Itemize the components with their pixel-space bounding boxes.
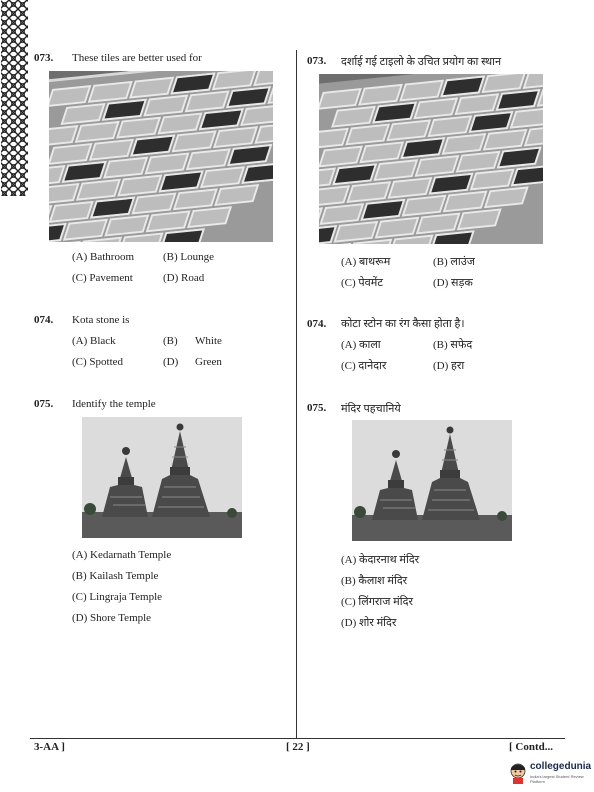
question-number-hi: 073.: [307, 55, 327, 67]
column-divider: [296, 50, 297, 738]
option-d-text: Green: [195, 356, 222, 368]
option-c-hi: (C) लिंगराज मंदिर: [341, 596, 413, 608]
question-number: 074.: [34, 314, 54, 326]
option-c: (C) Spotted: [72, 356, 124, 368]
option-c: (C) Pavement: [72, 272, 133, 284]
temple-photo-hi: [352, 420, 512, 541]
option-a: (A) Bathroom: [72, 251, 135, 263]
option-d-label: (D): [163, 356, 179, 368]
question-text: Identify the temple: [72, 398, 156, 410]
option-d: (D) Road: [163, 272, 205, 284]
tiles-photo-hi: [319, 74, 543, 244]
option-c-hi: (C) दानेदार: [341, 360, 387, 372]
option-b: (B) Lounge: [163, 251, 215, 263]
page-number: [ 22 ]: [286, 741, 310, 753]
option-b-label: (B): [163, 335, 178, 347]
option-a: (A) Black: [72, 335, 116, 347]
decorative-border-pattern: [0, 0, 28, 196]
option-b-hi: (B) लाउंज: [433, 256, 475, 268]
logo-tagline: India's largest Student Review Platform: [530, 774, 584, 784]
option-a-hi: (A) केदारनाथ मंदिर: [341, 554, 420, 566]
question-number-hi: 075.: [307, 402, 327, 414]
tiles-photo: [49, 71, 273, 242]
option-a-hi: (A) बाथरूम: [341, 256, 391, 268]
option-a-hi: (A) काला: [341, 339, 381, 351]
mascot-icon: [508, 762, 528, 784]
option-d-hi: (D) सड़क: [433, 277, 473, 289]
question-text-hi: कोटा स्टोन का रंग कैसा होता है।: [341, 318, 465, 330]
question-number: 075.: [34, 398, 54, 410]
option-b-hi: (B) कैलाश मंदिर: [341, 575, 408, 587]
question-text: These tiles are better used for: [72, 52, 202, 64]
option-c-hi: (C) पेवमेंट: [341, 277, 383, 289]
question-text: Kota stone is: [72, 314, 130, 326]
option-c: (C) Lingraja Temple: [72, 591, 163, 603]
collegedunia-logo: [508, 760, 592, 788]
question-number: 073.: [34, 52, 54, 64]
question-number-hi: 074.: [307, 318, 327, 330]
option-d: (D) Shore Temple: [72, 612, 152, 624]
option-a: (A) Kedarnath Temple: [72, 549, 172, 561]
option-d-hi: (D) शोर मंदिर: [341, 617, 397, 629]
option-b: (B) Kailash Temple: [72, 570, 159, 582]
option-b-text: White: [195, 335, 222, 347]
booklet-code: 3-AA ]: [34, 741, 65, 753]
question-text-hi: दर्शाई गई टाइलो के उचित प्रयोग का स्थान: [341, 56, 502, 68]
option-b-hi: (B) सफेद: [433, 339, 473, 351]
continued-label: [ Contd...: [509, 741, 554, 753]
footer-rule: [30, 738, 565, 739]
temple-photo: [82, 417, 242, 538]
option-d-hi: (D) हरा: [433, 360, 465, 372]
question-text-hi: मंदिर पहचानिये: [341, 403, 401, 415]
logo-name: collegedunia: [530, 761, 592, 772]
